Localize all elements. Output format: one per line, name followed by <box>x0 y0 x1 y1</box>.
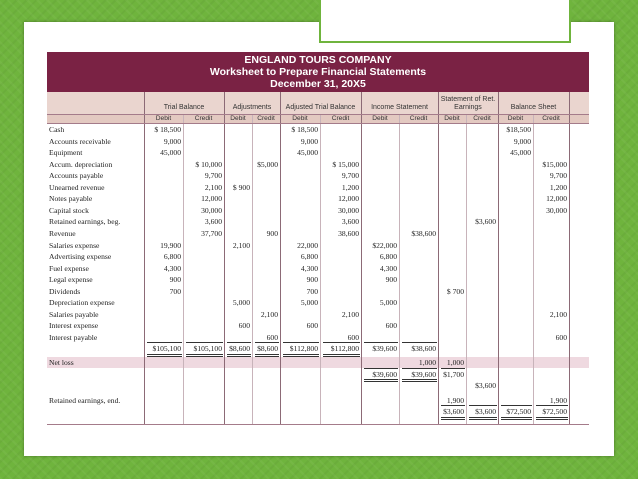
column-divider <box>533 114 534 424</box>
column-divider <box>320 114 321 424</box>
column-divider <box>438 92 439 424</box>
amount-cell: 37,700 <box>201 228 222 238</box>
account-name: Advertising expense <box>49 252 112 262</box>
amount-cell: $38,600 <box>411 228 436 238</box>
amount-cell: 5,000 <box>379 298 397 308</box>
debit-header: Debit <box>230 115 246 122</box>
double-rule <box>441 417 465 420</box>
credit-header: Credit <box>542 115 560 122</box>
double-rule <box>501 417 532 420</box>
amount-cell: 45,000 <box>297 148 318 158</box>
table-row <box>47 182 589 193</box>
amount-cell: 6,800 <box>300 252 318 262</box>
company-name: ENGLAND TOURS COMPANY <box>244 54 392 66</box>
amount-cell: 1,000 <box>418 358 436 367</box>
column-divider <box>224 92 225 424</box>
amount-cell: $ 15,000 <box>332 159 359 169</box>
amount-cell: $ 10,000 <box>195 159 222 169</box>
amount-cell: 4,300 <box>379 263 397 273</box>
credit-header: Credit <box>331 115 350 122</box>
amount-cell: 12,000 <box>201 194 222 204</box>
credit-header: Credit <box>409 115 428 122</box>
bottom-rule <box>47 424 589 425</box>
final-totals-row <box>47 406 589 417</box>
account-name: Notes payable <box>49 194 93 204</box>
net-loss-row <box>47 357 589 368</box>
debit-header: Debit <box>292 115 308 122</box>
amount-cell: $105,100 <box>193 344 222 354</box>
column-divider <box>466 114 467 424</box>
column-divider <box>252 114 253 424</box>
amount-cell: 9,000 <box>163 136 181 146</box>
credit-header: Credit <box>473 115 491 122</box>
amount-cell: 3,600 <box>204 217 222 227</box>
account-name: Capital stock <box>49 205 89 215</box>
amount-cell: 5,000 <box>300 298 318 308</box>
table-row <box>47 251 589 262</box>
account-name: Accounts receivable <box>49 136 111 146</box>
amount-cell: 9,700 <box>549 171 567 181</box>
amount-cell: $18,500 <box>506 125 531 134</box>
table-row <box>47 216 589 227</box>
amount-cell: 700 <box>306 286 318 296</box>
amount-cell: 2,100 <box>232 240 250 250</box>
amount-cell: $ 900 <box>232 182 250 192</box>
amount-cell: $ 700 <box>446 286 464 296</box>
amount-cell: 600 <box>306 321 318 331</box>
amount-cell: 900 <box>169 275 181 285</box>
amount-cell: 1,900 <box>446 395 464 405</box>
column-divider <box>183 114 184 424</box>
amount-cell: 1,000 <box>446 358 464 367</box>
amount-cell: 700 <box>169 286 181 296</box>
amount-cell: $15,000 <box>542 159 567 169</box>
amount-cell: 12,000 <box>546 194 567 204</box>
table-row <box>47 228 589 239</box>
debit-header: Debit <box>444 115 460 122</box>
account-name: Salaries payable <box>49 309 99 319</box>
amount-cell: $72,500 <box>506 407 531 417</box>
re-end-row <box>47 395 589 406</box>
table-row <box>47 332 589 343</box>
account-name: Net loss <box>49 358 74 367</box>
account-name: Retained earnings, beg. <box>49 217 121 227</box>
amount-cell: 2,100 <box>549 309 567 319</box>
amount-cell: 2,100 <box>260 309 278 319</box>
re-subtotal-row <box>47 380 589 391</box>
column-divider <box>498 92 499 424</box>
amount-cell: $3,600 <box>475 381 496 391</box>
debit-header: Debit <box>507 115 524 122</box>
account-name: Fuel expense <box>49 263 89 273</box>
account-name: Depreciation expense <box>49 298 115 308</box>
account-name: Revenue <box>49 228 76 238</box>
column-divider <box>144 92 145 424</box>
amount-cell: 9,000 <box>513 136 531 146</box>
column-group-re: Statement of Ret. Earnings <box>440 96 496 111</box>
amount-cell: 5,000 <box>232 298 250 308</box>
table-row <box>47 159 589 170</box>
account-name: Dividends <box>49 286 81 296</box>
account-name: Accounts payable <box>49 171 104 181</box>
column-divider <box>569 92 570 424</box>
column-group-is: Income Statement <box>371 104 428 111</box>
amount-cell: 30,000 <box>546 205 567 215</box>
amount-cell: 1,900 <box>549 395 567 405</box>
table-row <box>47 205 589 216</box>
account-name: Accum. depreciation <box>49 159 113 169</box>
amount-cell: 2,100 <box>204 182 222 192</box>
account-name: Legal expense <box>49 275 93 285</box>
worksheet-date: December 31, 20X5 <box>270 78 366 90</box>
worksheet <box>47 52 589 438</box>
column-group-bs: Balance Sheet <box>510 104 557 111</box>
account-name: Retained earnings, end. <box>49 395 121 405</box>
amount-cell: 9,700 <box>204 171 222 181</box>
table-row <box>47 147 589 158</box>
amount-cell: 45,000 <box>510 148 531 158</box>
table-row <box>47 124 589 135</box>
account-name: Salaries expense <box>49 240 100 250</box>
totals-row <box>47 343 589 354</box>
amount-cell: 30,000 <box>201 205 222 215</box>
credit-header: Credit <box>257 115 275 122</box>
amount-cell: 900 <box>385 275 397 285</box>
amount-cell: $8,600 <box>257 344 278 354</box>
table-row <box>47 274 589 285</box>
table-row <box>47 240 589 251</box>
amount-cell: $112,800 <box>289 344 318 354</box>
amount-cell: 1,200 <box>341 182 359 192</box>
column-divider <box>399 114 400 424</box>
credit-header: Credit <box>194 115 213 122</box>
amount-cell: 600 <box>347 332 359 342</box>
amount-cell: 6,800 <box>379 252 397 262</box>
income-totals-row <box>47 369 589 380</box>
table-row <box>47 136 589 147</box>
table-row <box>47 170 589 181</box>
amount-cell: $8,600 <box>229 344 250 354</box>
account-name: Cash <box>49 125 65 134</box>
account-name: Unearned revenue <box>49 182 105 192</box>
worksheet-title-band <box>47 52 589 92</box>
column-group-adj: Adjustments <box>232 104 272 111</box>
amount-cell: 9,000 <box>300 136 318 146</box>
amount-cell: 600 <box>385 321 397 331</box>
amount-cell: $3,600 <box>475 407 496 417</box>
amount-cell: $72,500 <box>542 407 567 417</box>
amount-cell: $39,600 <box>411 369 436 379</box>
debit-header: Debit <box>155 115 172 122</box>
amount-cell: 9,700 <box>341 171 359 181</box>
amount-cell: 600 <box>555 332 567 342</box>
amount-cell: $3,600 <box>475 217 496 227</box>
amount-cell: 22,000 <box>297 240 318 250</box>
amount-cell: $112,800 <box>330 344 359 354</box>
amount-cell: 1,200 <box>549 182 567 192</box>
amount-cell: 2,100 <box>341 309 359 319</box>
amount-cell: 600 <box>266 332 278 342</box>
amount-cell: 900 <box>306 275 318 285</box>
account-name: Interest expense <box>49 321 99 331</box>
amount-cell: 4,300 <box>163 263 181 273</box>
column-group-tb: Trial Balance <box>163 104 205 111</box>
amount-cell: 900 <box>266 228 278 238</box>
amount-cell: $105,100 <box>152 344 181 354</box>
amount-cell: 4,300 <box>300 263 318 273</box>
amount-cell: $1,700 <box>443 369 464 379</box>
table-row <box>47 320 589 331</box>
amount-cell: $ 18,500 <box>154 125 181 134</box>
amount-cell: $ 18,500 <box>291 125 318 134</box>
column-group-atb: Adjusted Trial Balance <box>285 104 356 111</box>
debit-header: Debit <box>372 115 388 122</box>
column-divider <box>361 92 362 424</box>
amount-cell: 6,800 <box>163 252 181 262</box>
account-name: Interest payable <box>49 332 98 342</box>
amount-cell: $5,000 <box>257 159 278 169</box>
table-row <box>47 309 589 320</box>
slide-title-tab <box>319 0 571 43</box>
table-row <box>47 297 589 308</box>
amount-cell: 30,000 <box>338 205 359 215</box>
header-rule <box>47 123 589 124</box>
amount-cell: 45,000 <box>160 148 181 158</box>
table-row <box>47 193 589 204</box>
amount-cell: $39,600 <box>372 369 397 379</box>
worksheet-subtitle: Worksheet to Prepare Financial Statements <box>209 66 427 78</box>
amount-cell: 3,600 <box>341 217 359 227</box>
table-row <box>47 286 589 297</box>
amount-cell: 600 <box>238 321 250 331</box>
amount-cell: $3,600 <box>443 407 464 417</box>
amount-cell: $22,000 <box>372 240 397 250</box>
column-divider <box>280 92 281 424</box>
amount-cell: 19,900 <box>160 240 181 250</box>
double-rule <box>536 417 568 420</box>
table-row <box>47 263 589 274</box>
amount-cell: $38,600 <box>411 344 436 354</box>
account-name: Equipment <box>49 148 83 158</box>
amount-cell: 38,600 <box>338 228 359 238</box>
amount-cell: $39,600 <box>372 344 397 354</box>
double-rule <box>469 417 497 420</box>
amount-cell: 12,000 <box>338 194 359 204</box>
header-rule <box>47 114 589 115</box>
